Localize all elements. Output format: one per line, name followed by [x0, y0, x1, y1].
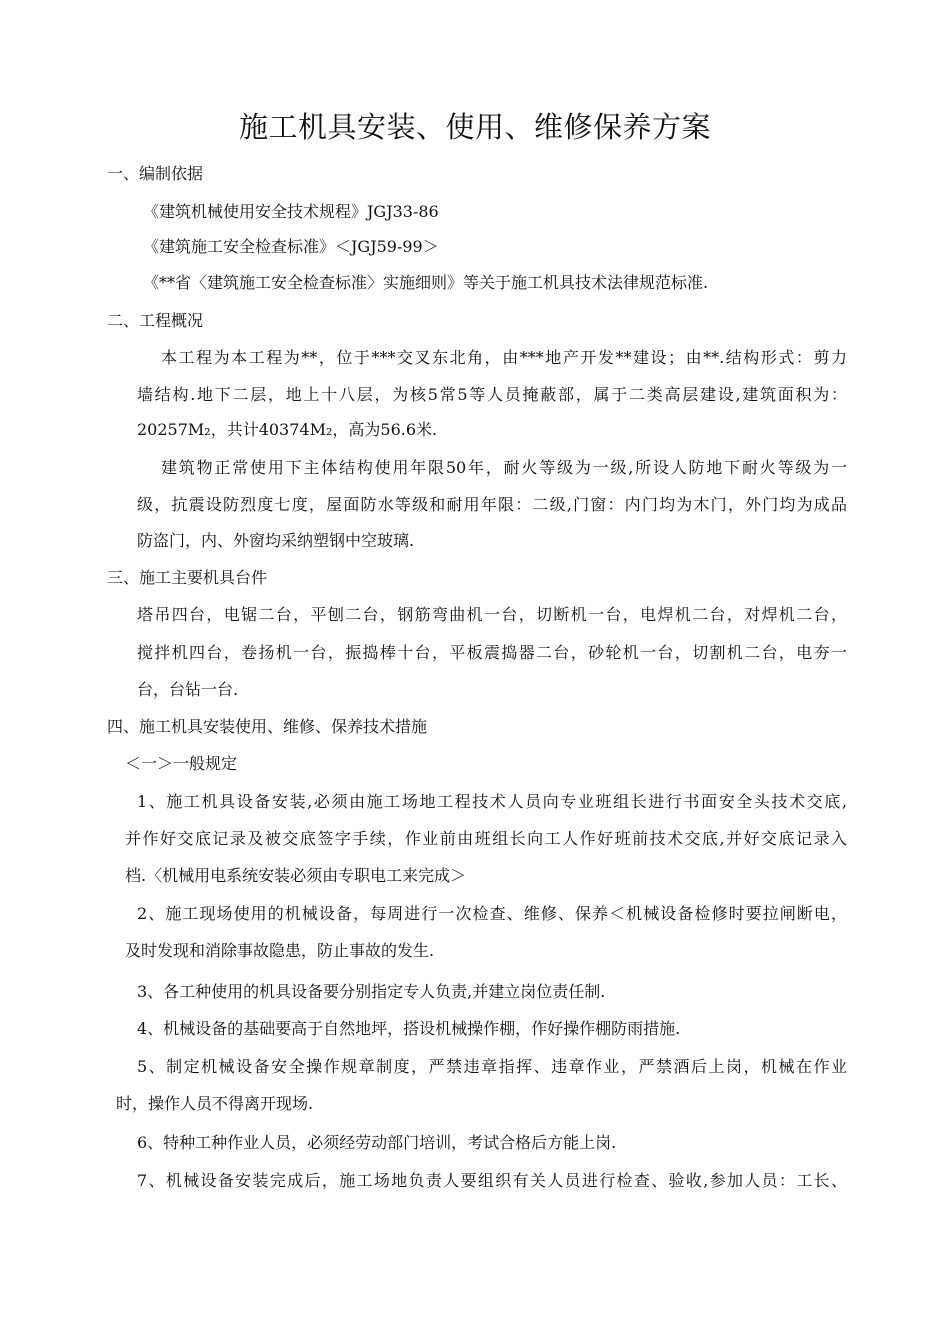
rule-2-line-2: 及时发现和消除事故隐患，防止事故的发生. — [125, 941, 435, 960]
subsection-general-rules: ＜一＞一般规定 — [125, 754, 238, 773]
equipment-list-line-3: 台，台钻一台. — [137, 680, 239, 699]
rule-1-line-3: 档.〈机械用电系统安装必须由专职电工来完成＞ — [125, 866, 467, 885]
rule-5-line-2: 时，操作人员不得离开现场. — [116, 1094, 314, 1113]
equipment-list-line-1: 塔吊四台，电锯二台，平刨二台，钢筋弯曲机一台，切断机一台，电焊机二台，对焊机二台， — [137, 605, 847, 624]
overview-paragraph-2-line-2: 级，抗震设防烈度七度，屋面防水等级和耐用年限：二级,门窗：内门均为木门，外门均为成品 — [137, 495, 847, 514]
rule-5-line-1: 5、制定机械设备安全操作规章制度，严禁违章指挥、违章作业，严禁酒后上岗，机械在作业 — [137, 1057, 847, 1076]
document-title: 施工机具安装、使用、维修保养方案 — [238, 110, 711, 144]
section-4-heading: 四、施工机具安装使用、维修、保养技术措施 — [107, 717, 428, 736]
overview-paragraph-2-line-1: 建筑物正常使用下主体结构使用年限50年，耐火等级为一级,所设人防地下耐火等级为一 — [161, 458, 847, 477]
equipment-list-line-2: 搅拌机四台，卷扬机一台，振捣棒十台，平板震捣器二台，砂轮机一台，切割机二台，电夯一 — [137, 643, 847, 662]
rule-2-line-1: 2、施工现场使用的机械设备，每周进行一次检查、维修、保养＜机械设备检修时要拉闸断电， — [137, 904, 847, 923]
overview-paragraph-1-line-3: 20257M₂，共计40374M₂，高为56.6米. — [137, 420, 438, 439]
overview-paragraph-1-line-1: 本工程为本工程为**，位于***交叉东北角，由***地产开发**建设；由**.结构形式：剪力 — [161, 348, 847, 367]
reference-2: 《建筑施工安全检查标准》＜JGJ59-99＞ — [143, 237, 439, 256]
rule-3: 3、各工种使用的机具设备要分别指定专人负责,并建立岗位责任制. — [137, 982, 606, 1001]
reference-1: 《建筑机械使用安全技术规程》JGJ33-86 — [143, 202, 439, 221]
rule-7-line-1: 7、机械设备安装完成后，施工场地负责人要组织有关人员进行检查、验收,参加人员：工长、 — [137, 1171, 847, 1190]
rule-6: 6、特种工种作业人员，必须经劳动部门培训，考试合格后方能上岗. — [137, 1133, 617, 1152]
overview-paragraph-2-line-3: 防盗门，内、外窗均采纳塑钢中空玻璃. — [137, 531, 415, 550]
rule-1-line-1: 1、施工机具设备安装,必须由施工场地工程技术人员向专业班组长进行书面安全头技术交底, — [137, 792, 847, 811]
section-3-heading: 三、施工主要机具台件 — [107, 568, 268, 587]
reference-3: 《**省〈建筑施工安全检查标准〉实施细则》等关于施工机具技术法律规范标准. — [143, 273, 709, 292]
rule-1-line-2: 并作好交底记录及被交底签字手续，作业前由班组长向工人作好班前技术交底,并好交底记录入 — [125, 829, 847, 848]
section-1-heading: 一、编制依据 — [107, 164, 204, 183]
rule-4: 4、机械设备的基础要高于自然地坪，搭设机械操作棚，作好操作棚防雨措施. — [137, 1019, 681, 1038]
overview-paragraph-1-line-2: 墙结构.地下二层，地上十八层，为核5常5等人员掩蔽部，属于二类高层建设,建筑面积为： — [137, 385, 847, 404]
section-2-heading: 二、工程概况 — [107, 311, 204, 330]
